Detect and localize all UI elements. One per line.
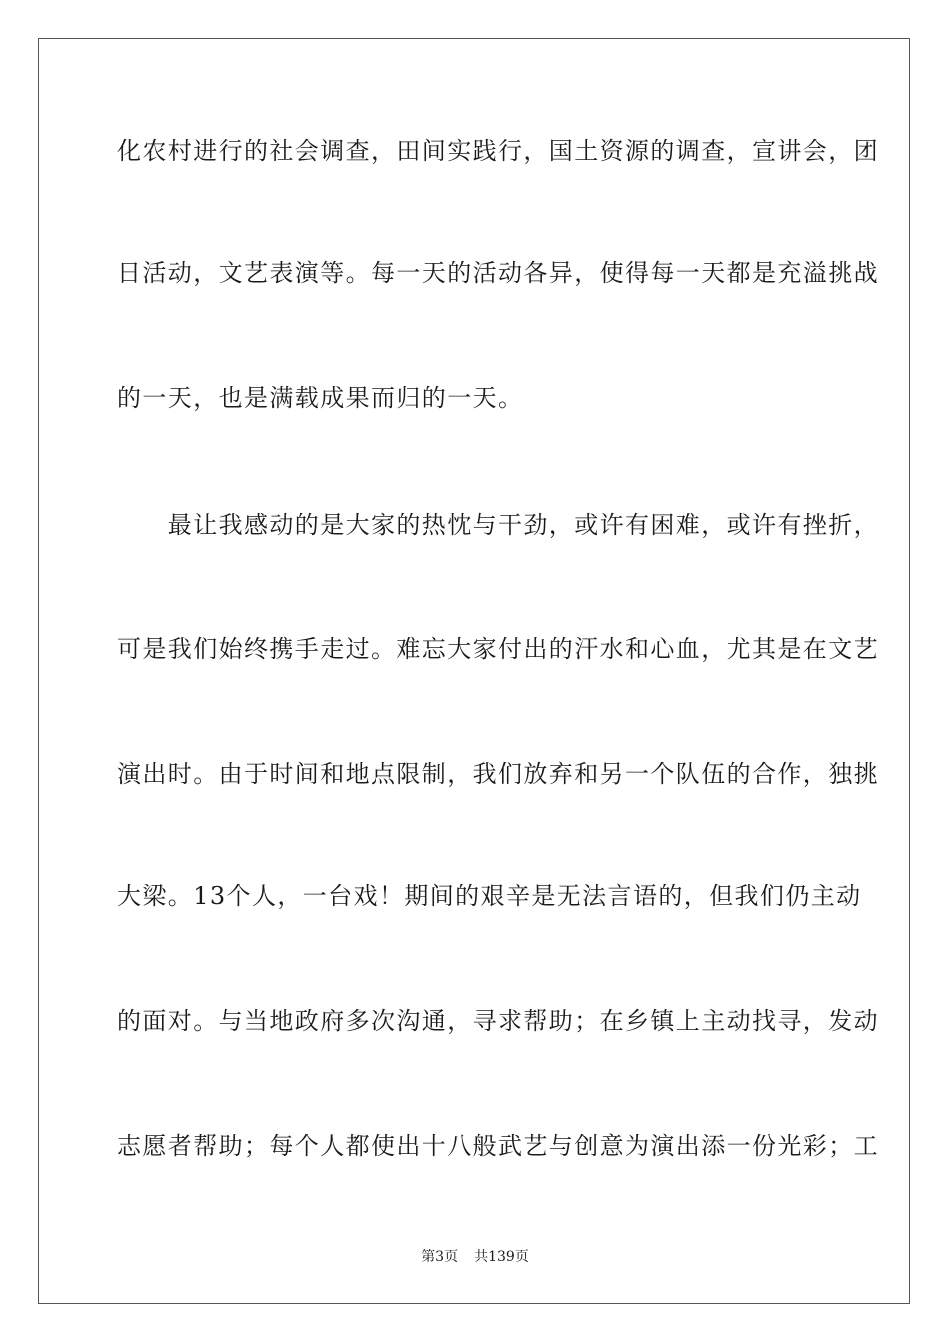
text-line-6: 演出时。由于时间和地点限制，我们放弃和另一个队伍的合作，独挑 (117, 760, 879, 788)
text-line-7: 大梁。13个人，一台戏！期间的艰辛是无法言语的，但我们仍主动 (117, 882, 862, 910)
page-footer (0, 1248, 950, 1266)
text-line-2: 日活动，文艺表演等。每一天的活动各异，使得每一天都是充溢挑战 (117, 259, 879, 287)
text-line-1: 化农村进行的社会调查，田间实践行，国土资源的调查，宣讲会，团 (117, 137, 879, 165)
text-line-9: 志愿者帮助；每个人都使出十八般武艺与创意为演出添一份光彩；工 (117, 1132, 879, 1160)
text-line-8: 的面对。与当地政府多次沟通，寻求帮助；在乡镇上主动找寻，发动 (117, 1007, 879, 1035)
text-line-3: 的一天，也是满载成果而归的一天。 (117, 384, 524, 412)
page-total: 共139页 (474, 1249, 529, 1265)
page-border (38, 38, 910, 1304)
page-number: 第3页 (421, 1249, 459, 1265)
text-line-4: 最让我感动的是大家的热忱与干劲，或许有困难，或许有挫折， (117, 511, 879, 539)
text-line-5: 可是我们始终携手走过。难忘大家付出的汗水和心血，尤其是在文艺 (117, 635, 879, 663)
